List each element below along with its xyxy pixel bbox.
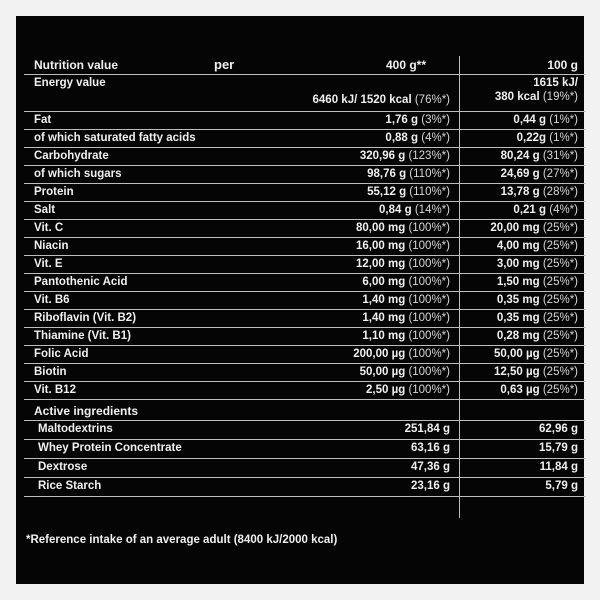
nutrient-400g-value: 16,00 mg	[356, 240, 406, 252]
nutrient-row	[24, 328, 586, 346]
nutrient-100g-value: 20,00 mg	[490, 222, 540, 234]
nutrient-name: Protein	[34, 186, 74, 198]
nutrient-400g	[367, 168, 450, 180]
nutrient-name: Thiamine (Vit. B1)	[34, 330, 131, 342]
ingredient-name: Whey Protein Concentrate	[38, 442, 182, 454]
nutrient-400g	[356, 258, 450, 270]
nutrient-100g	[497, 258, 578, 270]
nutrient-400g-value: 12,00 mg	[356, 258, 406, 270]
nutrient-100g-pct: (25%*)	[542, 222, 578, 234]
active-ingredients-header	[24, 400, 586, 421]
ingredient-100g: 5,79 g	[545, 480, 578, 492]
energy-400g	[313, 94, 450, 106]
nutrient-100g	[500, 384, 578, 396]
nutrient-400g-value: 200,00 µg	[353, 348, 406, 360]
nutrient-100g-pct: (4%*)	[549, 204, 578, 216]
nutrient-name: Fat	[34, 114, 52, 126]
nutrient-name: of which sugars	[34, 168, 122, 180]
nutrient-400g-value: 55,12 g	[367, 186, 407, 198]
nutrient-400g-value: 0,84 g	[379, 204, 412, 216]
energy-400g-pct: (76%*)	[414, 94, 450, 106]
nutrient-100g-pct: (25%*)	[542, 366, 578, 378]
table-header	[24, 56, 586, 75]
nutrient-400g	[379, 204, 450, 216]
nutrient-100g-value: 3,00 mg	[496, 258, 540, 270]
nutrient-400g-value: 1,40 mg	[362, 312, 406, 324]
nutrient-400g-pct: (14%*)	[414, 204, 450, 216]
nutrient-400g	[385, 114, 450, 126]
nutrient-100g-value: 0,35 mg	[496, 312, 540, 324]
nutrient-400g-value: 6,00 mg	[362, 276, 406, 288]
active-ingredients-title: Active ingredients	[34, 404, 139, 418]
nutrition-label-panel	[16, 16, 584, 584]
nutrient-name: Vit. C	[34, 222, 64, 234]
nutrient-100g-value: 50,00 µg	[494, 348, 540, 360]
ingredient-100g: 62,96 g	[539, 423, 578, 435]
nutrient-400g-pct: (110%*)	[409, 168, 450, 180]
nutrient-100g	[501, 150, 578, 162]
nutrient-400g-value: 1,76 g	[385, 114, 419, 126]
nutrient-400g	[356, 240, 450, 252]
nutrient-name: Niacin	[34, 240, 69, 252]
ingredient-row	[24, 421, 586, 440]
energy-100g-kj: 1615 kJ/	[533, 77, 578, 89]
nutrient-row	[24, 346, 586, 364]
nutrient-100g-value: 80,24 g	[500, 150, 540, 162]
nutrient-name: Folic Acid	[34, 348, 89, 360]
nutrient-100g-value: 24,69 g	[500, 168, 540, 180]
nutrient-400g	[362, 276, 450, 288]
nutrient-400g-pct: (100%*)	[408, 348, 450, 360]
header-per: per	[214, 57, 235, 72]
nutrient-100g-pct: (25%*)	[542, 348, 578, 360]
nutrient-400g-pct: (100%*)	[408, 312, 450, 324]
nutrient-100g	[517, 132, 578, 144]
nutrient-row	[24, 364, 586, 382]
nutrient-100g	[497, 276, 578, 288]
nutrient-name: Vit. E	[34, 258, 63, 270]
nutrient-name: Carbohydrate	[34, 150, 109, 162]
footnote: *Reference intake of an average adult (8400 kJ/2000 kcal)	[26, 534, 338, 546]
nutrient-100g	[513, 204, 578, 216]
energy-100g-pct: (19%*)	[542, 91, 578, 103]
ingredient-400g: 251,84 g	[404, 423, 450, 435]
ingredient-400g: 63,16 g	[411, 442, 450, 454]
nutrient-100g-pct: (1%*)	[549, 114, 578, 126]
nutrient-400g	[362, 312, 450, 324]
nutrient-400g	[360, 366, 450, 378]
nutrient-100g-value: 0,35 mg	[496, 294, 540, 306]
nutrient-100g-value: 4,00 mg	[496, 240, 540, 252]
nutrient-100g-pct: (25%*)	[542, 330, 578, 342]
nutrient-100g	[497, 330, 578, 342]
nutrient-100g-pct: (27%*)	[542, 168, 578, 180]
energy-400g-value: 6460 kJ/ 1520 kcal	[312, 94, 412, 106]
nutrient-400g-pct: (100%*)	[408, 222, 450, 234]
header-100g: 100 g	[547, 58, 578, 72]
nutrient-400g	[360, 150, 450, 162]
nutrient-400g	[385, 132, 450, 144]
nutrient-100g-value: 0,21 g	[513, 204, 547, 216]
nutrient-100g	[497, 312, 578, 324]
energy-100g	[495, 76, 578, 104]
nutrient-400g-pct: (100%*)	[408, 240, 450, 252]
nutrient-400g-value: 0,88 g	[385, 132, 419, 144]
nutrient-row	[24, 166, 586, 184]
nutrient-100g-value: 0,22g	[516, 132, 547, 144]
nutrient-100g-value: 0,28 mg	[496, 330, 540, 342]
nutrient-100g-pct: (1%*)	[549, 132, 578, 144]
nutrient-400g-pct: (123%*)	[408, 150, 450, 162]
nutrient-row	[24, 310, 586, 328]
nutrient-100g-pct: (25%*)	[542, 384, 578, 396]
nutrient-100g-pct: (25%*)	[542, 294, 578, 306]
nutrient-name: Pantothenic Acid	[34, 276, 128, 288]
nutrient-400g-value: 1,40 mg	[362, 294, 406, 306]
nutrient-100g	[501, 168, 578, 180]
nutrient-row	[24, 202, 586, 220]
nutrient-row	[24, 220, 586, 238]
nutrient-400g-pct: (100%*)	[408, 384, 450, 396]
ingredient-400g: 23,16 g	[411, 480, 450, 492]
nutrient-100g	[497, 294, 578, 306]
nutrient-100g-value: 1,50 mg	[496, 276, 540, 288]
ingredient-100g: 15,79 g	[539, 442, 578, 454]
nutrient-400g	[353, 348, 450, 360]
nutrient-100g	[501, 186, 578, 198]
nutrient-400g-pct: (100%*)	[408, 366, 450, 378]
ingredient-row	[24, 459, 586, 478]
nutrient-100g-pct: (28%*)	[542, 186, 578, 198]
nutrient-400g-value: 98,76 g	[367, 168, 407, 180]
nutrient-name: Salt	[34, 204, 56, 216]
nutrient-400g-value: 80,00 mg	[356, 222, 406, 234]
nutrient-row	[24, 238, 586, 256]
ingredient-name: Maltodextrins	[38, 423, 113, 435]
energy-100g-kcal: 380 kcal	[494, 91, 540, 103]
nutrient-400g	[366, 384, 450, 396]
nutrient-400g-pct: (100%*)	[408, 330, 450, 342]
ingredient-row	[24, 440, 586, 459]
nutrient-400g	[362, 330, 450, 342]
nutrient-100g-value: 0,63 µg	[500, 384, 540, 396]
nutrient-100g-pct: (25%*)	[542, 258, 578, 270]
nutrient-400g-value: 50,00 µg	[359, 366, 406, 378]
nutrient-400g-pct: (100%*)	[408, 258, 450, 270]
nutrient-rows	[24, 112, 586, 400]
nutrient-row	[24, 292, 586, 310]
nutrient-row	[24, 112, 586, 130]
nutrient-100g-pct: (31%*)	[542, 150, 578, 162]
energy-row	[24, 75, 586, 112]
nutrient-400g-pct: (110%*)	[409, 186, 450, 198]
nutrient-row	[24, 130, 586, 148]
nutrient-100g-value: 13,78 g	[500, 186, 540, 198]
nutrient-name: Biotin	[34, 366, 67, 378]
ingredient-100g: 11,84 g	[539, 461, 578, 473]
nutrition-table	[24, 56, 586, 497]
nutrient-400g-pct: (3%*)	[421, 114, 450, 126]
nutrient-row	[24, 274, 586, 292]
nutrient-100g-value: 12,50 µg	[494, 366, 540, 378]
header-400g: 400 g**	[385, 58, 426, 72]
nutrient-100g	[494, 366, 578, 378]
nutrient-400g-pct: (4%*)	[421, 132, 450, 144]
header-nutrition-value: Nutrition value	[34, 58, 119, 72]
nutrient-100g-value: 0,44 g	[513, 114, 547, 126]
nutrient-100g	[494, 348, 578, 360]
nutrient-400g	[356, 222, 450, 234]
ingredient-name: Rice Starch	[38, 480, 102, 492]
ingredient-name: Dextrose	[38, 461, 88, 473]
nutrient-400g-value: 2,50 µg	[366, 384, 406, 396]
nutrient-row	[24, 184, 586, 202]
nutrient-100g	[490, 222, 578, 234]
ingredient-row	[24, 478, 586, 497]
nutrient-100g-pct: (25%*)	[542, 240, 578, 252]
nutrient-name: Vit. B6	[34, 294, 70, 306]
nutrient-400g-pct: (100%*)	[408, 294, 450, 306]
nutrient-400g-pct: (100%*)	[408, 276, 450, 288]
nutrient-name: Vit. B12	[34, 384, 76, 396]
nutrient-400g-value: 1,10 mg	[362, 330, 406, 342]
active-ingredients-rows	[24, 421, 586, 497]
nutrient-row	[24, 382, 586, 400]
nutrient-400g	[362, 294, 450, 306]
energy-label: Energy value	[34, 77, 106, 89]
nutrient-100g	[497, 240, 578, 252]
nutrient-name: of which saturated fatty acids	[34, 132, 196, 144]
nutrient-row	[24, 256, 586, 274]
nutrient-400g-value: 320,96 g	[359, 150, 406, 162]
ingredient-400g: 47,36 g	[411, 461, 450, 473]
nutrient-400g	[367, 186, 450, 198]
nutrient-100g-pct: (25%*)	[542, 312, 578, 324]
nutrient-100g	[513, 114, 578, 126]
nutrient-row	[24, 148, 586, 166]
nutrient-name: Riboflavin (Vit. B2)	[34, 312, 137, 324]
nutrient-100g-pct: (25%*)	[542, 276, 578, 288]
